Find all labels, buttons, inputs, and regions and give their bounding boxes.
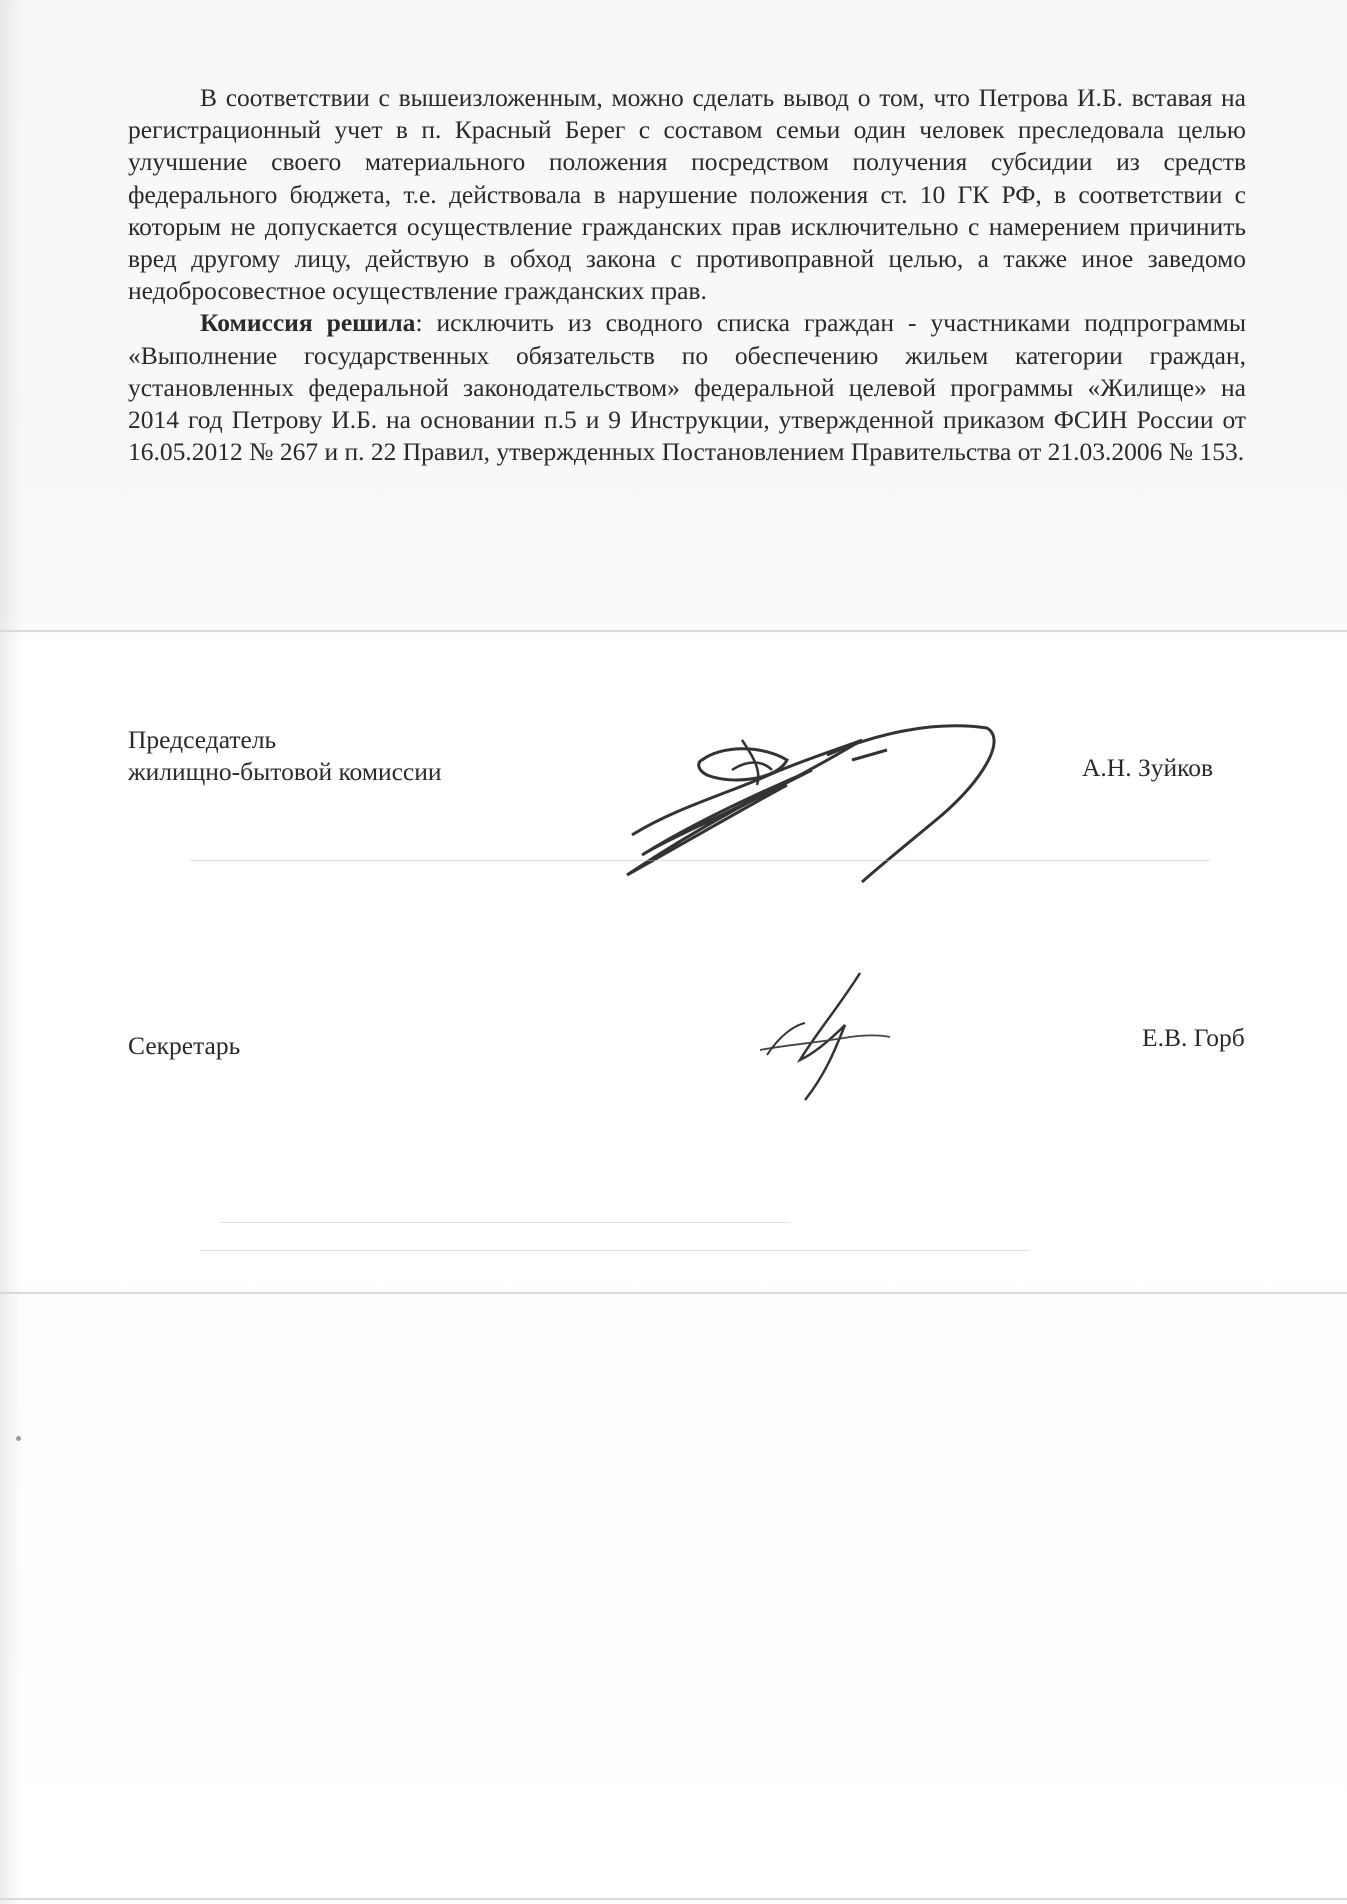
scan-band [0, 630, 1347, 632]
scan-band [0, 1898, 1347, 1900]
document-body [128, 82, 1246, 468]
chair-title-line2: жилищно-бытовой комиссии [128, 757, 442, 786]
scan-speck [16, 1436, 21, 1441]
chair-title [128, 724, 548, 788]
paragraph-conclusion: В соответствии с вышеизложенным, можно сделать вывод о том, что Петрова И.Б. вставая на регистрационный учет в п. Красный Берег с составом семьи один человек преследовала целью улучшение своего материального положения посредством получения субсидии из средств федерального бюджета, т.е. действовала в нарушение положения ст. 10 ГК РФ, в соответствии с которым не допускается осуществление гражданских прав исключительно с намерением причинить вред другому лицу, действую в обход закона с противоправной целью, а также иное заведомо недобросовестное осуществление гражданских прав. [128, 83, 1246, 306]
decision-label: Комиссия решила [200, 308, 416, 338]
faint-bleed-through [200, 1250, 1030, 1251]
secretary-signature [755, 965, 895, 1105]
secretary-name: Е.В. Горб [1142, 1023, 1245, 1052]
decision-text: : исключить из сводного списка граждан - участниками подпрограммы «Выполнение государственных обязательств по обеспечению жильем категории граждан, установленных федеральной законодательством» федеральной целевой программы «Жилище» на 2014 год Петрову И.Б. на основании п.5 и 9 Инструкции, утвержденной приказом ФСИН России от 16.05.2012 № 267 и п. 22 Правил, утвержденных Постановлением Правительства от 21.03.2006 № 153. [128, 308, 1246, 467]
secretary-title: Секретарь [128, 1031, 241, 1060]
chair-name: А.Н. Зуйков [1082, 753, 1214, 782]
chair-title-line1: Председатель [128, 725, 277, 754]
faint-bleed-through [220, 1222, 790, 1223]
chair-signature [612, 700, 1012, 890]
scan-edge-shadow [0, 0, 22, 1904]
paragraph-decision [128, 307, 1246, 468]
scan-band [0, 1292, 1347, 1294]
faint-bleed-through [190, 860, 1210, 861]
